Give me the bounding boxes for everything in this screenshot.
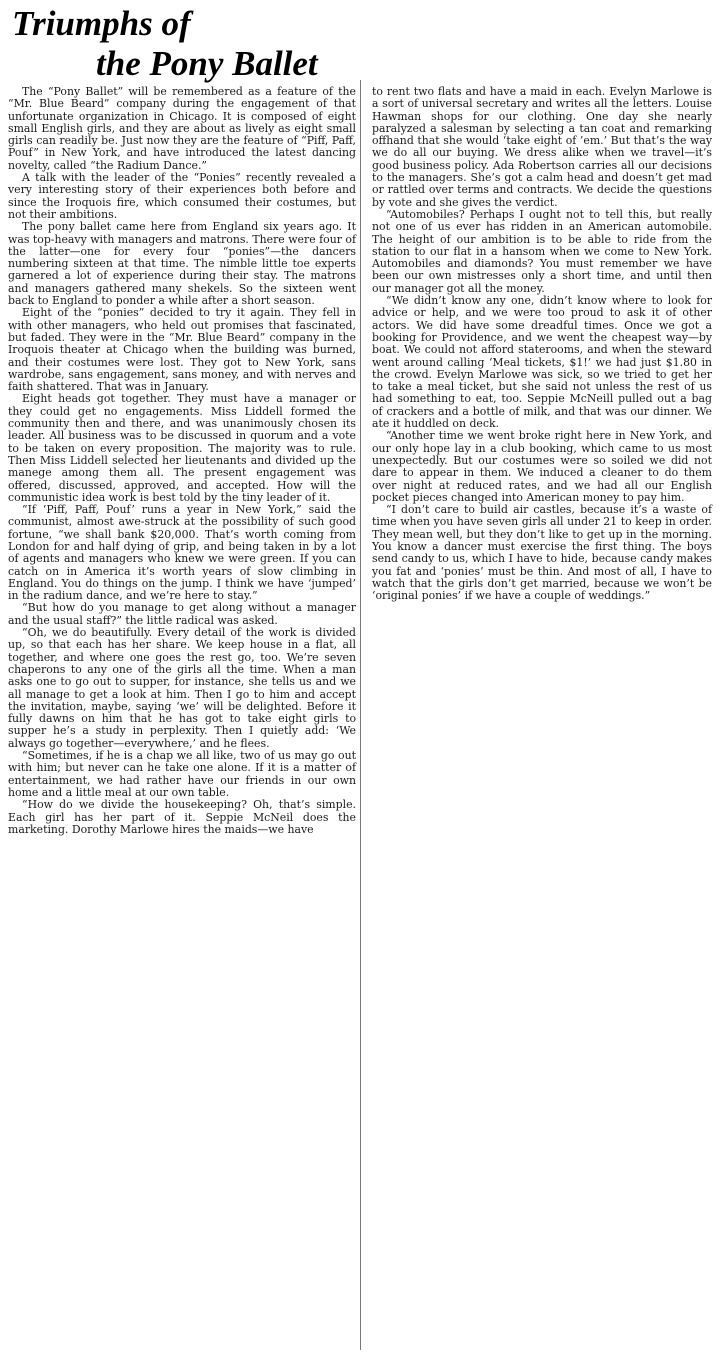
paragraph: Eight heads got together. They must have a manager or they could get no engagements. Miss Liddell formed the community then and there, and was unanimously chosen its leader. All business was to be discussed in quorum and a vote to be taken on every proposition. The majority was to rule. Then Miss Liddell selected her lieutenants and divided up the manege among them all. The present engagement was offered, discussed, approved, and accepted. How will the communistic idea work is best told by the tiny leader of it. <box>8 392 356 504</box>
paragraph: “I don’t care to build air castles, because it’s a waste of time when you have seven girls all under 21 to keep in order. They mean well, but they don’t like to get up in the morning. You know a dancer must exercise the first thing. The boys send candy to us, which I have to hide, because candy makes you fat and ‘ponies’ must be thin. And most of all, I have to watch that the girls don’t get married, because we won’t be ‘original ponies’ if we have a couple of weddings.” <box>372 503 712 603</box>
headline-line-1: Triumphs of <box>12 4 191 43</box>
column-divider <box>360 80 361 1350</box>
paragraph: Eight of the “ponies” decided to try it again. They fell in with other managers, who held out promises that fascinated, but faded. They were in the “Mr. Blue Beard” company in the Iroquois theater at Chicago when the building was burned, and their costumes were lost. They got to New York, sans wardrobe, sans engagement, sans money, and with nerves and faith shattered. That was in January. <box>8 306 356 394</box>
headline-line-2: the Pony Ballet <box>96 44 318 83</box>
paragraph: “Another time we went broke right here in New York, and our only hope lay in a club booking, which came to us most unexpectedly. But our costumes were so soiled we did not dare to appear in them. We induced a cleaner to do them over night at reduced rates, and we had all our English pocket pieces changed into American money to pay him. <box>372 429 712 504</box>
paragraph: The pony ballet came here from England six years ago. It was top-heavy with managers and matrons. There were four of the latter—one for every four “ponies”—the dancers numbering sixteen at that time. The nimble little toe experts garnered a lot of experience during their stay. The matrons and managers gathered many shekels. So the sixteen went back to England to ponder a while after a short season. <box>8 220 356 308</box>
paragraph: “Oh, we do beautifully. Every detail of the work is divided up, so that each has her share. We keep house in a flat, all together, and where one goes the rest go, too. We’re seven chaperons to any one of the girls all the time. When a man asks one to go out to supper, for instance, she tells us and we all manage to get a look at him. Then I go to him and accept the invitation, maybe, saying ‘we’ will be delighted. Before it fully dawns on him that he has got to take eight girls to supper he’s a study in perplexity. Then I quietly add: ‘We always go together—everywhere,’ and he flees. <box>8 626 356 750</box>
paragraph: The “Pony Ballet” will be remembered as a feature of the “Mr. Blue Beard” company during the engagement of that unfortunate organization in Chicago. It is composed of eight small English girls, and they are about as lively as eight small girls can readily be. Just now they are the feature of “Piff, Paff, Pouf” in New York, and have introduced the latest dancing novelty, called “the Radium Dance.” <box>8 85 356 172</box>
paragraph: “If ‘Piff, Paff, Pouf’ runs a year in New York,” said the communist, almost awe-struck at the possibility of such good fortune, “we shall bank $20,000. That’s worth coming from London for and half dying of grip, and being taken in by a lot of agents and managers who knew we were green. If you can catch on in America it’s worth years of slow climbing in England. You do things on the jump. I think we have ‘jumped’ in the radium dance, and we’re here to stay.” <box>8 503 356 603</box>
paragraph: to rent two flats and have a maid in each. Evelyn Marlowe is a sort of universal secretary and writes all the letters. Louise Hawman shops for our clothing. One day she nearly paralyzed a salesman by selecting a tan coat and remarking offhand that she would ‘take eight of ’em.’ But that’s the way we do all our buying. We dress alike when we travel—it’s good business policy. Ada Robertson carries all our decisions to the managers. She’s got a calm head and doesn’t get mad or rattled over terms and contracts. We decide the questions by vote and she gives the verdict. <box>372 85 712 209</box>
paragraph: A talk with the leader of the “Ponies” recently revealed a very interesting story of their experiences both before and since the Iroquois fire, which consumed their costumes, but not their ambitions. <box>8 171 356 221</box>
headline <box>4 4 356 86</box>
paragraph: “Automobiles? Perhaps I ought not to tell this, but really not one of us ever has ridden in an American automobile. The height of our ambition is to be able to ride from the station to our flat in a hansom when we come to New York. Automobiles and diamonds? You must remember we have been our own mistresses only a short time, and until then our manager got all the money. <box>372 207 712 295</box>
paragraph: “We didn’t know any one, didn’t know where to look for advice or help, and we were too proud to ask it of other actors. We did have some dreadful times. Once we got a booking for Providence, and we went the cheapest way—by boat. We could not afford staterooms, and when the steward went around calling ‘Meal tickets, $1!’ we had just $1.80 in the crowd. Evelyn Marlowe was sick, so we tried to get her to take a meal ticket, but she said not unless the rest of us had something to eat, too. Seppie McNeill pulled out a bag of crackers and a bottle of milk, and that was our dinner. We ate it huddled on deck. <box>372 294 712 431</box>
article-column-2 <box>372 86 712 602</box>
paragraph: “Sometimes, if he is a chap we all like, two of us may go out with him; but never can he take one alone. If it is a matter of entertainment, we had rather have our friends in our own home and a little meal at our own table. <box>8 749 356 799</box>
article-column-1 <box>8 86 356 836</box>
paragraph: “But how do you manage to get along without a manager and the usual staff?” the little radical was asked. <box>8 601 356 627</box>
paragraph: “How do we divide the housekeeping? Oh, that’s simple. Each girl has her part of it. Seppie McNeil does the marketing. Dorothy Marlowe hires the maids—we have <box>8 798 356 836</box>
